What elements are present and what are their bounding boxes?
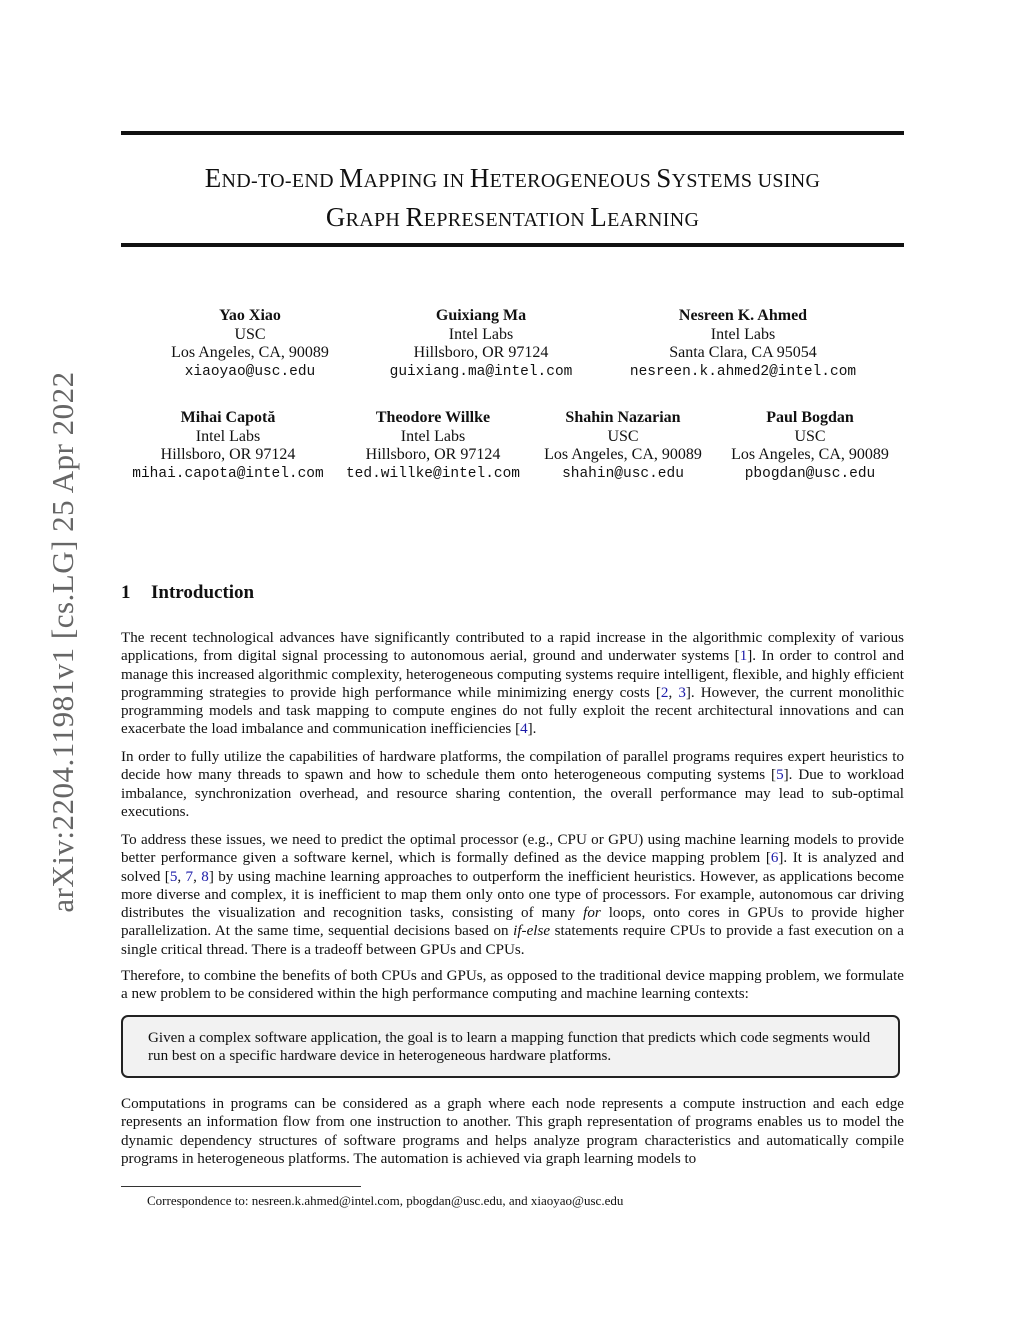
author-name: Nesreen K. Ahmed: [678, 307, 808, 324]
author-card: [331, 307, 631, 381]
problem-statement-box: [121, 1015, 900, 1078]
author-location: Hillsboro, OR 97124: [160, 446, 296, 463]
text-run: ,: [668, 684, 679, 701]
text-run: ] by using machine learning approaches to outperform the inefficient heuristics. However, as applications become more diverse and complex, it is inefficient to map them only onto one type of processors. For example, autonomous car driving distributes the visualization and recognition tasks, consisting of many: [121, 868, 904, 922]
author-affiliation: Intel Labs: [710, 325, 776, 343]
footnote: Correspondence to: nesreen.k.ahmed@intel.com, pbogdan@usc.edu, and xiaoyao@usc.edu: [147, 1193, 624, 1208]
author-affiliation: Intel Labs: [400, 427, 466, 445]
title-capital-letter: E: [204, 163, 222, 193]
title-capital-letter: S: [656, 163, 672, 193]
citation-link[interactable]: 7: [185, 868, 194, 885]
author-email[interactable]: pbogdan@usc.edu: [744, 465, 876, 482]
text-run: Therefore, to combine the benefits of both CPUs and GPUs, as opposed to the traditional device mapping problem, we formulate a new problem to be considered within the high performance computing and machine learning contexts:: [121, 968, 904, 1003]
author-email[interactable]: ted.willke@intel.com: [345, 465, 521, 482]
text-run: loops, onto cores in GPUs to provide higher parallelization. At the same time, sequential decisions based on: [121, 905, 904, 940]
citation-link[interactable]: 5: [169, 868, 178, 885]
citation-link[interactable]: 4: [520, 721, 528, 738]
author-location: Los Angeles, CA, 90089: [171, 344, 329, 361]
paragraph-4: [121, 967, 904, 1004]
problem-statement-text: Given a complex software application, the goal is to learn a mapping function that predicts which code segments would run best on a specific hardware device in heterogeneous hardware platforms.: [148, 1030, 871, 1065]
author-name: Mihai Capotă: [180, 409, 276, 426]
author-card: [660, 409, 960, 483]
citation-link[interactable]: 2: [660, 684, 669, 701]
italic-text: if-else: [513, 923, 551, 940]
text-run: statements require CPUs to provide a fast execution on a single critical thread. There is a tradeoff between GPUs and CPUs.: [121, 923, 904, 958]
title-capital-letter: G: [325, 202, 346, 232]
citation-link[interactable]: 5: [776, 767, 784, 784]
citation-link[interactable]: 6: [770, 850, 779, 867]
author-email[interactable]: shahin@usc.edu: [562, 465, 684, 482]
text-run: ].: [527, 721, 537, 738]
text-run: To address these issues, we need to predict the optimal processor (e.g., CPU or GPU) using machine learning models to provide better performance given a software kernel, which is formally defined as the device mapping problem [: [121, 832, 904, 867]
title-small-caps: EPRESENTATION: [423, 209, 591, 231]
author-affiliation: Intel Labs: [448, 325, 514, 343]
author-name: Paul Bogdan: [766, 409, 854, 426]
author-card: [593, 307, 893, 381]
title-top-rule: [121, 131, 904, 135]
author-name: Shahin Nazarian: [565, 409, 681, 426]
author-affiliation: USC: [234, 325, 266, 343]
text-run: ,: [193, 868, 202, 885]
title-capital-letter: L: [590, 202, 608, 232]
author-name: Theodore Willke: [375, 409, 491, 426]
title-small-caps: YSTEMS USING: [671, 170, 821, 192]
author-location: Los Angeles, CA, 90089: [544, 446, 702, 463]
author-email[interactable]: xiaoyao@usc.edu: [184, 363, 316, 380]
author-email[interactable]: mihai.capota@intel.com: [132, 465, 324, 482]
text-run: ]. It is analyzed and solved [: [121, 850, 905, 885]
paper-title: [121, 160, 904, 238]
title-small-caps: APPING IN: [363, 170, 470, 192]
title-capital-letter: M: [339, 163, 364, 193]
author-location: Santa Clara, CA 95054: [669, 344, 817, 361]
paragraph-1: [121, 629, 904, 739]
footnote-rule: [121, 1186, 361, 1187]
author-affiliation: USC: [794, 427, 826, 445]
section-number: 1: [121, 582, 131, 603]
author-affiliation: USC: [607, 427, 639, 445]
title-line-2: [121, 199, 904, 238]
title-small-caps: EARNING: [607, 209, 700, 231]
text-run: ]. Due to workload imbalance, synchronization overhead, and resource sharing contention, the overall performance may lead to sub-optimal executions.: [121, 767, 904, 820]
section-heading: [121, 582, 254, 604]
title-bottom-rule: [121, 243, 904, 247]
author-location: Los Angeles, CA, 90089: [731, 446, 889, 463]
author-name: Yao Xiao: [219, 307, 281, 324]
arxiv-stamp: arXiv:2204.11981v1 [cs.LG] 25 Apr 2022: [45, 371, 80, 913]
paragraph-5: Computations in programs can be considered as a graph where each node represents a compute instruction and each edge represents an information flow from one instruction to another. This graph representation of programs enables us to model the dynamic dependency structures of software programs and helps analyze program characteristics and automatically compile programs in heterogeneous platforms. The automation is achieved via graph learning models to: [121, 1096, 904, 1167]
italic-text: for: [583, 905, 601, 922]
title-line-1: [121, 160, 904, 199]
title-capital-letter: R: [405, 202, 424, 232]
text-run: The recent technological advances have significantly contributed to a rapid increase in the algorithmic complexity of various applications, from digital signal processing to autonomous aerial, ground and underwater systems [: [121, 630, 904, 665]
title-small-caps: RAPH: [345, 209, 406, 231]
citation-link[interactable]: 1: [739, 648, 748, 665]
author-location: Hillsboro, OR 97124: [413, 344, 549, 361]
title-small-caps: ND-TO-END: [221, 170, 340, 192]
text-run: ]. In order to control and manage this increased algorithmic complexity, heterogeneous computing systems require intelligent, flexible, and highly efficient programming strategies to provide high performance while minimizing energy costs [: [121, 648, 905, 701]
title-small-caps: ETEROGENEOUS: [489, 170, 657, 192]
author-email[interactable]: guixiang.ma@intel.com: [389, 363, 573, 380]
author-name: Guixiang Ma: [435, 307, 527, 324]
author-affiliation: Intel Labs: [195, 427, 261, 445]
citation-link[interactable]: 3: [678, 684, 686, 701]
text-run: ,: [177, 868, 186, 885]
title-capital-letter: H: [469, 163, 490, 193]
section-title: Introduction: [151, 582, 255, 603]
author-email[interactable]: nesreen.k.ahmed2@intel.com: [629, 363, 857, 380]
text-run: ]. However, the current monolithic programming models and task mapping to compute engines do not fully exploit the recent architectural innovations and can exacerbate the load imbalance and communication inefficiencies [: [121, 684, 904, 738]
paragraph-2: [121, 748, 904, 821]
citation-link[interactable]: 8: [201, 868, 209, 885]
author-location: Hillsboro, OR 97124: [365, 446, 501, 463]
paragraph-3: [121, 831, 904, 959]
text-run: In order to fully utilize the capabilities of hardware platforms, the compilation of parallel programs requires expert heuristics to decide how many threads to spawn and how to schedule them onto heterogeneous computing systems [: [121, 749, 904, 784]
